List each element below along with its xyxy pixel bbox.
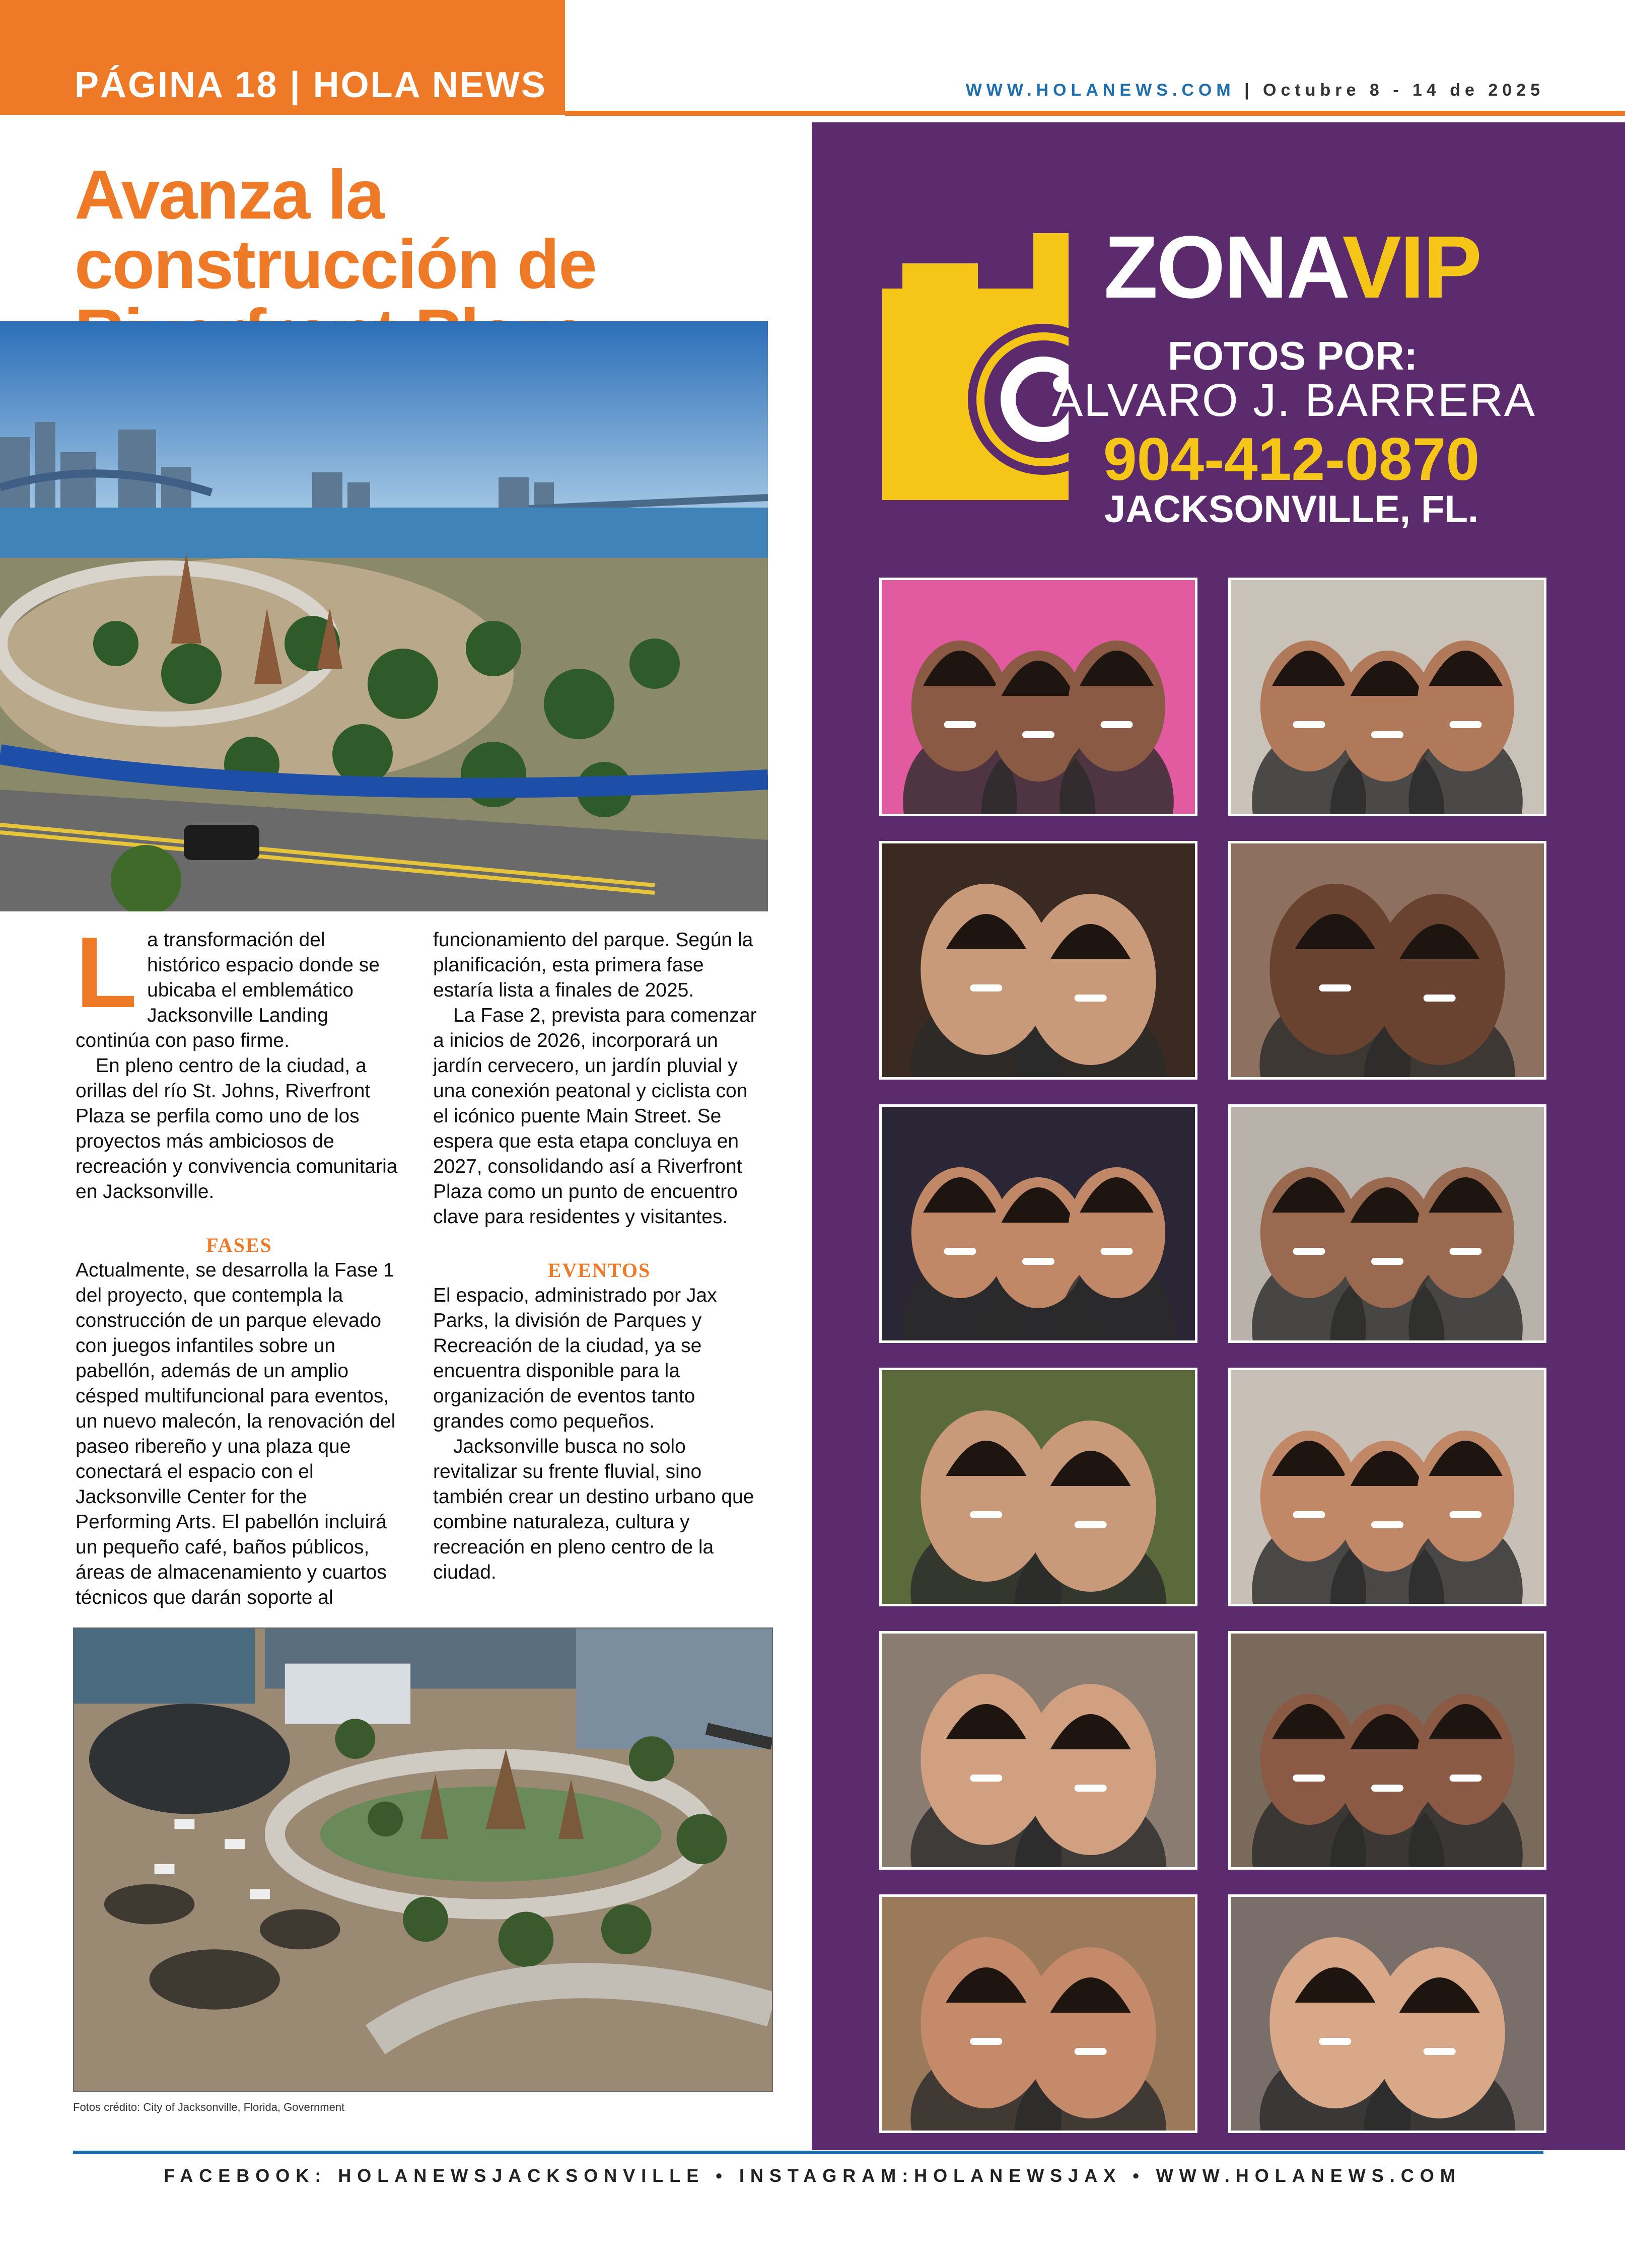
gallery-photo [879, 1631, 1197, 1870]
article-paragraph: a transformación del histórico espacio donde se ubicaba el emblemático Jacksonville Landing continúa con paso firme. [76, 929, 380, 1051]
zona-vip-title [1104, 218, 1481, 317]
article-paragraph: En pleno centro de la ciudad, a orillas del río St. Johns, Riverfront Plaza se perfila como uno de los proyectos más ambiciosos de recreación y convivencia comunitaria en Jacksonville. [76, 1055, 398, 1202]
gallery-photo [1228, 841, 1546, 1080]
gallery-photo [879, 1894, 1197, 2133]
photographer-name: ALVARO J. BARRERA [1051, 375, 1536, 426]
gallery-photo [879, 1368, 1197, 1606]
header-url[interactable]: WWW.HOLANEWS.COM [965, 81, 1235, 100]
gallery-photo [1228, 578, 1546, 816]
gallery-photo [1228, 1104, 1546, 1343]
subhead-fases: FASES [206, 1234, 272, 1256]
zona-vip-panel [812, 122, 1625, 2150]
page-header-tab [0, 0, 565, 115]
article-column-1 [76, 916, 403, 1610]
article-paragraph: Actualmente, se desarrolla la Fase 1 del proyecto, que contempla la construcción de un parque elevado con juegos infantiles sobre un pabellón, además de un amplio césped multifuncional para eventos, un nuevo malecón, la renovación del paseo ribereño y una plaza que conectará el espacio con el Jacksonville Center for the Performing Arts. El pabellón incluirá un pequeño café, baños públicos, áreas de almacenamiento y cuartos técnicos que darán soporte al [76, 1259, 396, 1608]
photographer-phone[interactable]: 904-412-0870 [1103, 426, 1480, 493]
zona-word: ZONA [1104, 218, 1343, 317]
construction-aerial-photo [73, 1627, 773, 2092]
photo-gallery [879, 578, 1546, 2131]
article-paragraph: La Fase 2, prevista para comenzar a inicios de 2026, incorporará un jardín cervecero, un jardín pluvial y una conexión peatonal y ciclista con el icónico puente Main Street. Se espera que esta etapa concluya en 2027, consolidando así a Riverfront Plaza como un punto de encuentro clave para residentes y visitantes. [433, 1005, 757, 1228]
fotos-por-label: FOTOS POR: [1167, 333, 1418, 378]
article-column-2 [433, 928, 765, 1585]
article-paragraph: funcionamiento del parque. Según la planificación, esta primera fase estaría lista a finales de 2025. [433, 929, 753, 1001]
header-meta [966, 81, 1544, 100]
gallery-photo [1228, 1368, 1546, 1606]
page-label: PÁGINA 18 | HOLA NEWS [75, 65, 547, 105]
header-separator: | [1235, 81, 1263, 100]
gallery-photo [879, 841, 1197, 1080]
photo-credit: Fotos crédito: City of Jacksonville, Florida, Government [73, 2101, 345, 2113]
issue-date: Octubre 8 - 14 de 2025 [1263, 81, 1544, 100]
drop-cap: L [76, 916, 137, 1029]
gallery-photo [879, 578, 1197, 816]
footer-social: FACEBOOK: HOLANEWSJACKSONVILLE • INSTAGRAM:HOLANEWSJAX • WWW.HOLANEWS.COM [164, 2165, 1461, 2186]
photographer-city: JACKSONVILLE, FL. [1104, 488, 1479, 531]
vip-word: VIP [1342, 218, 1481, 317]
gallery-photo [1228, 1631, 1546, 1870]
article-paragraph: El espacio, administrado por Jax Parks, la división de Parques y Recreación de la ciudad, ya se encuentra disponible para la organización de eventos tanto grandes como pequeños. [433, 1285, 717, 1432]
header-rule [565, 111, 1625, 116]
footer-rule [73, 2151, 1543, 2154]
gallery-photo [1228, 1894, 1546, 2133]
article-headline: Avanza la construcción de [75, 156, 596, 303]
article-paragraph: Jacksonville busca no solo revitalizar su frente fluvial, sino también crear un destino urbano que combine naturaleza, cultura y recreación en pleno centro de la ciudad. [433, 1436, 754, 1583]
subhead-eventos: EVENTOS [547, 1259, 651, 1282]
gallery-photo [879, 1104, 1197, 1343]
riverfront-plaza-photo [0, 321, 768, 911]
